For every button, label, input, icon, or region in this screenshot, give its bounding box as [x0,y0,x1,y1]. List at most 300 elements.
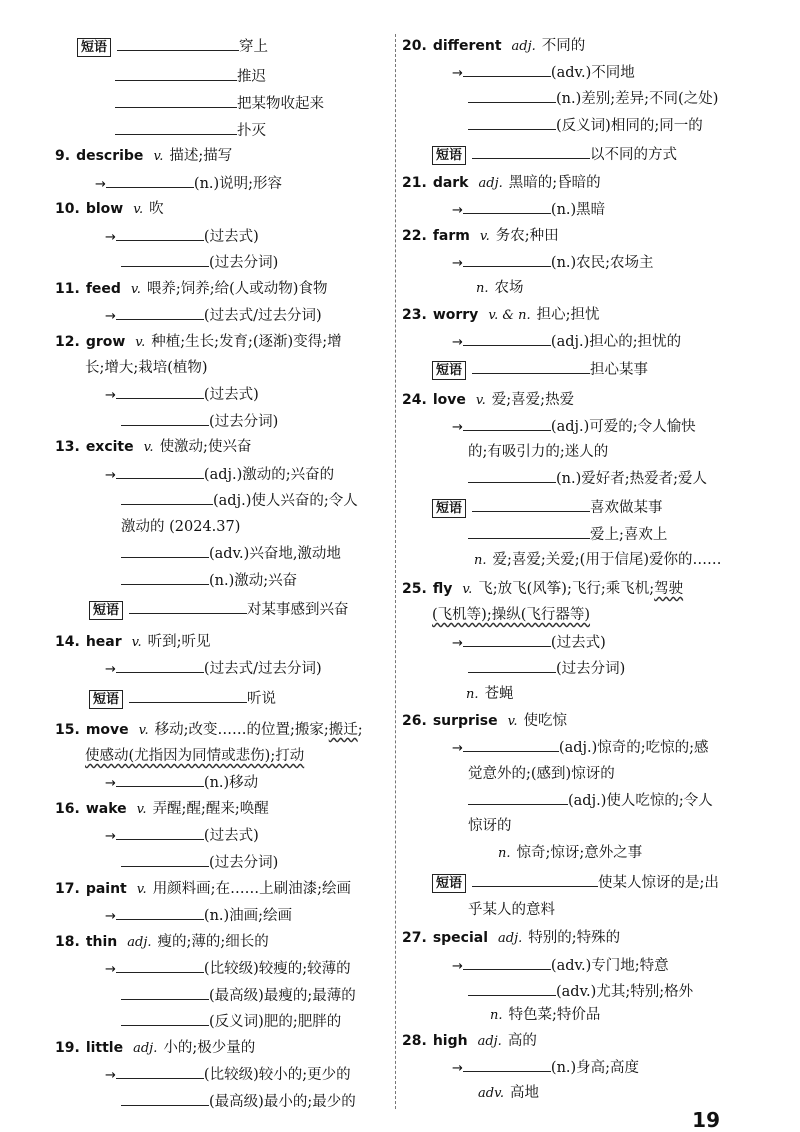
answer-blank[interactable] [116,384,204,399]
entry-number: 11. [55,281,80,297]
form-label: (n.)差别;差异;不同(之处) [556,91,719,107]
adverb-sense [478,1083,539,1105]
part-of-speech: v. [475,393,486,408]
phrase-meaning: 扑灭 [237,123,266,139]
form-label: (n.)黑暗 [550,202,606,218]
part-of-speech: adj. [498,931,523,946]
form-line [452,331,681,353]
form-label: (n.)说明;形容 [193,176,283,192]
answer-blank[interactable] [468,115,556,130]
form-label: (n.)移动 [203,775,259,791]
entry-number: 18. [55,934,80,950]
part-of-speech: v. [136,802,147,817]
entry-word: grow [85,334,126,350]
phrase-continuation [468,900,555,922]
entry-word: fly [432,581,453,597]
answer-blank[interactable] [121,543,209,558]
form-label: (adj.)担心的;担忧的 [550,334,682,350]
entry-meaning: ; [357,722,363,738]
form-label: 激动的 (2024.37) [121,519,241,535]
entry-meaning: 不同的 [541,38,586,54]
arrow-icon: → [452,741,463,756]
form-line [468,88,718,110]
form-line [452,737,709,759]
form-continuation [468,816,512,838]
entry-word: paint [85,881,127,897]
entry-number: 21. [402,175,427,191]
meaning-continuation [85,358,208,380]
entry-header [402,928,620,950]
part-of-speech: v. & n. [488,308,531,323]
answer-blank[interactable] [121,985,209,1000]
entry-meaning: 惊奇;惊讶;意外之事 [516,845,643,861]
form-line [452,632,606,654]
form-label: (最高级)最小的;最少的 [209,1094,356,1110]
entry-meaning: 用颜料画;在……上刷油漆;绘画 [152,881,351,897]
arrow-icon: → [452,420,463,435]
phrase-meaning: 推迟 [237,69,266,85]
entry-header [55,932,269,954]
part-of-speech: v. [135,335,146,350]
answer-blank[interactable] [468,524,590,539]
phrase-line [89,688,276,710]
entry-word: feed [85,281,121,297]
entry-number: 13. [55,439,80,455]
entry-header [55,879,351,901]
phrase-meaning: 担心某事 [590,362,649,378]
arrow-icon: → [95,177,106,192]
entry-meaning: 担心;担忧 [536,307,600,323]
form-line [468,115,703,137]
entry-header [55,799,269,821]
form-label: (n.)激动;兴奋 [209,573,298,589]
form-label: (adj.)惊奇的;吃惊的;感 [558,740,709,756]
entry-header [402,305,599,327]
meaning-continuation [85,746,304,768]
phrase-line [432,144,677,166]
entry-header [55,279,327,301]
phrase-meaning: 把某物收起来 [237,96,324,112]
answer-blank[interactable] [121,1091,209,1106]
entry-meaning: 弄醒;醒;醒来;唤醒 [152,801,269,817]
form-label: (adj.)激动的;兴奋的 [203,467,335,483]
arrow-icon: → [452,256,463,271]
phrase-tag: 短语 [77,38,111,57]
phrase-meaning: 穿上 [239,39,269,55]
form-label: (过去式) [550,635,606,651]
entry-header [402,711,567,733]
phrase-tag: 短语 [89,690,123,709]
form-line [105,1064,351,1086]
entry-meaning: 特别的;特殊的 [528,930,621,946]
form-label: (过去式) [203,229,259,245]
part-of-speech: adj. [478,176,503,191]
entry-meaning: 使吃惊 [523,713,568,729]
phrase-line [89,599,349,621]
form-line [121,543,341,565]
arrow-icon: → [105,388,116,403]
part-of-speech: adj. [477,1034,502,1049]
entry-word: wake [85,801,127,817]
form-line [468,981,693,1003]
entry-meaning: 飞;放飞(风筝);飞行;乘飞机; [478,581,655,597]
form-line [452,955,669,977]
entry-number: 17. [55,881,80,897]
form-label: (n.)农民;农场主 [550,255,654,271]
answer-blank[interactable] [468,88,556,103]
part-of-speech: n. [498,846,511,861]
entry-number: 22. [402,228,427,244]
answer-blank[interactable] [115,93,237,108]
entry-number: 16. [55,801,80,817]
answer-blank[interactable] [463,416,551,431]
form-line [121,1091,356,1113]
entry-meaning: 高的 [507,1033,537,1049]
arrow-icon: → [105,468,116,483]
arrow-icon: → [105,1068,116,1083]
answer-blank[interactable] [116,1064,204,1079]
entry-meaning: 务农;种田 [495,228,559,244]
entry-word: hear [85,634,122,650]
entry-word: little [85,1040,124,1056]
answer-blank[interactable] [463,331,551,346]
phrase-line [115,120,266,142]
answer-blank[interactable] [468,658,556,673]
entry-meaning: 喂养;饲养;给(人或动物)食物 [146,281,328,297]
entry-number: 20. [402,38,427,54]
entry-number: 25. [402,581,427,597]
entry-meaning: 长;增大;栽培(植物) [85,360,208,376]
part-of-speech: v. [153,149,164,164]
form-line [105,305,322,327]
part-of-speech: n. [490,1008,503,1023]
answer-blank[interactable] [463,252,551,267]
answer-blank[interactable] [121,1011,209,1026]
answer-blank[interactable] [463,62,551,77]
entry-meaning: 特色菜;特价品 [508,1007,601,1023]
answer-blank[interactable] [472,359,590,374]
arrow-icon: → [105,962,116,977]
entry-header [402,390,574,412]
phrase-tag: 短语 [432,361,466,380]
page-number: 19 [692,1108,720,1132]
form-label: (adj.)使人兴奋的;令人 [213,493,358,509]
form-line [121,490,358,512]
form-label: (过去分词) [556,661,626,677]
answer-blank[interactable] [116,905,204,920]
part-of-speech: v. [462,582,473,597]
entry-word: surprise [432,713,498,729]
form-line [452,199,605,221]
phrase-line [432,497,663,519]
arrow-icon: → [452,335,463,350]
answer-blank[interactable] [116,658,204,673]
meaning-continuation [432,605,590,627]
form-line [121,1011,341,1033]
phrase-meaning: 乎某人的意料 [468,902,555,918]
form-continuation [468,764,615,786]
form-line [105,464,334,486]
form-label: (adv.)尤其;特别;格外 [556,984,694,1000]
entry-word: blow [85,201,124,217]
entry-meaning-emphasis: (飞机等);操纵(飞行器等) [432,607,591,623]
noun-sense [490,1005,600,1027]
entry-header [55,199,164,221]
entry-number: 19. [55,1040,80,1056]
noun-sense [476,278,524,300]
answer-blank[interactable] [116,825,204,840]
arrow-icon: → [105,776,116,791]
arrow-icon: → [452,1061,463,1076]
entry-header [402,579,683,601]
part-of-speech: adj. [127,935,152,950]
entry-header [402,173,601,195]
part-of-speech: v. [136,882,147,897]
entry-number: 27. [402,930,427,946]
answer-blank[interactable] [121,411,209,426]
entry-meaning: 种植;生长;发育;(逐渐)变得;增 [151,334,342,350]
entry-meaning: 黑暗的;昏暗的 [508,175,601,191]
entry-meaning: 瘦的;薄的;细长的 [157,934,269,950]
phrase-meaning: 爱上;喜欢上 [590,527,668,543]
answer-blank[interactable] [121,852,209,867]
entry-number: 10. [55,201,80,217]
form-line [121,411,278,433]
part-of-speech: adv. [478,1086,505,1101]
entry-number: 15. [55,722,80,738]
phrase-line [432,359,648,381]
entry-header [402,226,559,248]
part-of-speech: adj. [511,39,536,54]
form-line [105,905,292,927]
answer-blank[interactable] [121,252,209,267]
entry-meaning: 移动;改变……的位置;搬家; [154,722,329,738]
entry-word: farm [432,228,470,244]
phrase-tag: 短语 [432,499,466,518]
answer-blank[interactable] [463,737,559,752]
part-of-speech: v. [143,440,154,455]
form-line [452,62,635,84]
noun-sense [466,684,514,706]
phrase-tag: 短语 [432,874,466,893]
entry-number: 12. [55,334,80,350]
form-line [121,985,356,1007]
entry-meaning-emphasis: 驾驶 [654,581,684,597]
answer-blank[interactable] [468,790,568,805]
form-line [468,468,707,490]
phrase-meaning: 喜欢做某事 [590,500,663,516]
phrase-meaning: 听说 [247,691,277,707]
answer-blank[interactable] [121,570,209,585]
form-line [452,416,696,438]
entry-meaning: 听到;听见 [147,634,211,650]
entry-header [55,437,251,459]
form-label: 惊讶的 [468,818,512,834]
entry-meaning: 高地 [510,1085,540,1101]
form-label: (反义词)肥的;肥胖的 [209,1014,342,1030]
answer-blank[interactable] [463,199,551,214]
entry-header [402,1031,537,1053]
entry-number: 26. [402,713,427,729]
form-label: (adj.)可爱的;令人愉快 [550,419,696,435]
entry-word: different [432,38,502,54]
arrow-icon: → [452,959,463,974]
answer-blank[interactable] [472,872,598,887]
arrow-icon: → [452,203,463,218]
form-label: 的;有吸引力的;迷人的 [468,444,609,460]
form-line [468,790,713,812]
entry-word: move [85,722,129,738]
form-label: (最高级)最瘦的;最薄的 [209,988,356,1004]
form-label: (过去式/过去分词) [203,308,322,324]
answer-blank[interactable] [472,497,590,512]
answer-blank[interactable] [468,981,556,996]
entry-word: worry [432,307,479,323]
form-line [105,825,259,847]
entry-meaning: 爱;喜爱;热爱 [491,392,575,408]
form-continuation [468,442,608,464]
form-label: (n.)爱好者;热爱者;爱人 [556,471,708,487]
answer-blank[interactable] [472,144,590,159]
entry-meaning-emphasis: 搬迁 [328,722,358,738]
noun-sense [498,843,642,865]
form-line [105,772,258,794]
entry-word: high [432,1033,468,1049]
form-continuation [121,517,240,539]
answer-blank[interactable] [463,1057,551,1072]
phrase-meaning: 对某事感到兴奋 [247,602,349,618]
form-line [121,570,297,592]
answer-blank[interactable] [129,688,247,703]
form-line [105,958,351,980]
entry-word: love [432,392,466,408]
entry-word: thin [85,934,118,950]
answer-blank[interactable] [116,772,204,787]
phrase-line [468,524,667,546]
answer-blank[interactable] [116,464,204,479]
entry-number: 14. [55,634,80,650]
part-of-speech: v. [131,635,142,650]
entry-header [402,36,585,58]
answer-blank[interactable] [129,599,247,614]
form-label: (过去分词) [209,255,279,271]
phrase-line [115,93,324,115]
answer-blank[interactable] [106,173,194,188]
form-line [452,1057,639,1079]
part-of-speech: v. [130,282,141,297]
part-of-speech: v. [507,714,518,729]
arrow-icon: → [105,662,116,677]
entry-meaning: 吹 [149,201,164,217]
form-label: (adj.)使人吃惊的;令人 [568,793,713,809]
form-line [468,658,625,680]
entry-header [55,1038,255,1060]
answer-blank[interactable] [468,468,556,483]
form-label: (过去式/过去分词) [203,661,322,677]
answer-blank[interactable] [115,120,237,135]
entry-meaning: 使激动;使兴奋 [159,439,252,455]
arrow-icon: → [105,909,116,924]
part-of-speech: v. [479,229,490,244]
phrase-tag: 短语 [432,146,466,165]
form-label: (反义词)相同的;同一的 [556,118,703,134]
answer-blank[interactable] [117,36,239,51]
entry-meaning: 爱;喜爱;关爱;(用于信尾)爱你的…… [492,552,722,568]
part-of-speech: n. [466,687,479,702]
form-label: (n.)身高;高度 [550,1060,640,1076]
form-line [105,658,322,680]
answer-blank[interactable] [463,632,551,647]
form-label: (比较级)较瘦的;较薄的 [203,961,351,977]
part-of-speech: v. [138,723,149,738]
arrow-icon: → [105,829,116,844]
arrow-icon: → [452,636,463,651]
form-line [452,252,654,274]
entry-word: excite [85,439,134,455]
entry-number: 24. [402,392,427,408]
entry-meaning: 农场 [494,280,524,296]
column-divider [395,34,396,1109]
form-line [121,252,278,274]
phrase-line [115,66,266,88]
noun-sense [474,550,721,572]
answer-blank[interactable] [116,226,204,241]
entry-number: 23. [402,307,427,323]
answer-blank[interactable] [116,305,204,320]
arrow-icon: → [105,230,116,245]
arrow-icon: → [452,66,463,81]
form-label: (过去式) [203,828,259,844]
entry-meaning: 小的;极少量的 [163,1040,256,1056]
arrow-icon: → [105,309,116,324]
form-label: (adv.)不同地 [550,65,635,81]
form-line [95,173,282,195]
phrase-line [77,36,268,58]
entry-header [55,332,342,354]
entry-meaning-emphasis: 使感动(尤指因为同情或悲伤);打动 [85,748,305,764]
form-label: (过去分词) [209,414,279,430]
entry-meaning: 苍蝇 [484,686,514,702]
entry-word: special [432,930,489,946]
phrase-meaning: 以不同的方式 [590,147,678,163]
answer-blank[interactable] [115,66,237,81]
form-label: (过去式) [203,387,259,403]
form-label: (adv.)兴奋地,激动地 [209,546,341,562]
entry-meaning: 描述;描写 [169,148,233,164]
phrase-meaning: 使某人惊讶的是;出 [598,875,719,891]
form-line [105,226,259,248]
part-of-speech: v. [133,202,144,217]
entry-header [55,720,363,742]
form-line [121,852,278,874]
answer-blank[interactable] [116,958,204,973]
part-of-speech: adj. [133,1041,158,1056]
form-label: (过去分词) [209,855,279,871]
part-of-speech: n. [474,553,487,568]
entry-number: 28. [402,1033,427,1049]
form-label: (adv.)专门地;特意 [550,958,669,974]
form-label: (n.)油画;绘画 [203,908,293,924]
form-line [105,384,259,406]
answer-blank[interactable] [463,955,551,970]
entry-word: describe [76,148,144,164]
phrase-tag: 短语 [89,601,123,620]
phrase-line [432,872,719,894]
part-of-speech: n. [476,281,489,296]
entry-number: 9. [55,148,71,164]
answer-blank[interactable] [121,490,213,505]
entry-header [55,632,210,654]
